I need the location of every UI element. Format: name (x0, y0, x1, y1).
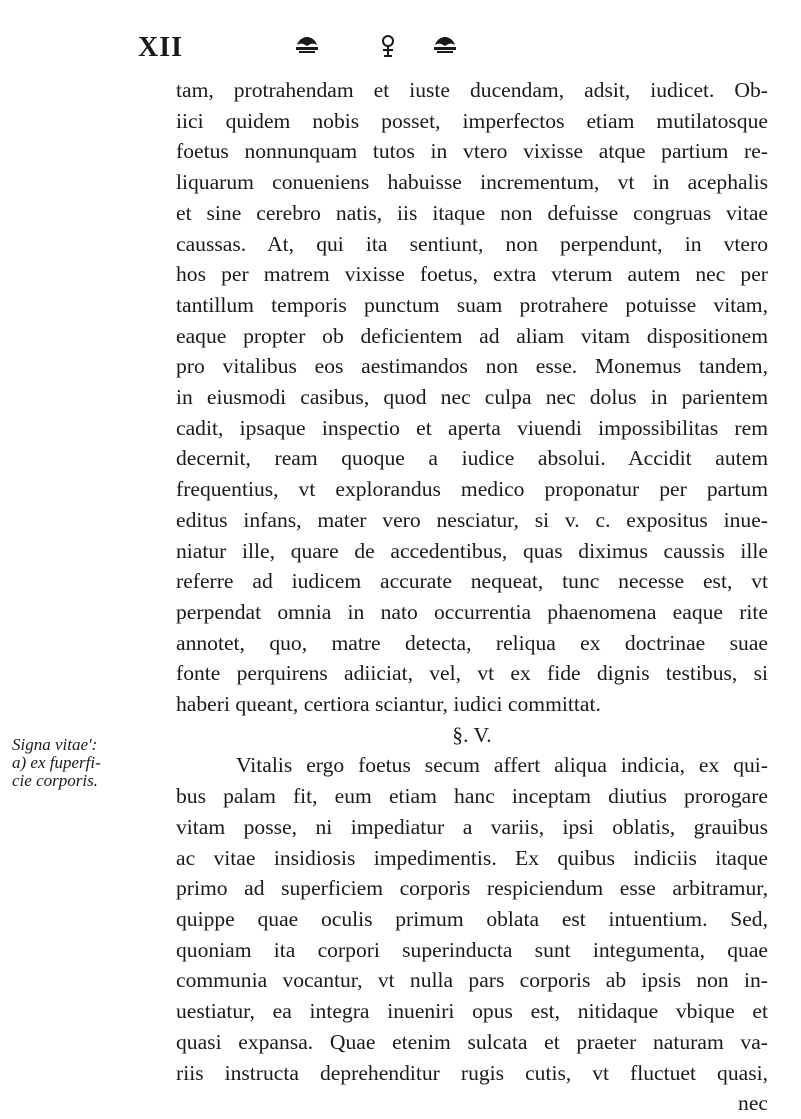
marginal-note (12, 736, 172, 790)
text-line: Vitalis ergo foetus secum affert aliqua indicia, ex qui- (236, 753, 768, 778)
text-line: riis instructa deprehenditur rugis cutis, vt fluctuet quasi, (176, 1060, 768, 1085)
ornament-left-icon (292, 34, 322, 61)
text-line: frequentius, vt explorandus medico proponatur per partum (176, 477, 768, 502)
text-line: haberi queant, certiora sciantur, iudici committat. (176, 692, 601, 717)
text-line: quoniam ita corpori superinducta sunt integumenta, quae (176, 937, 768, 962)
text-line: tam, protrahendam et iuste ducendam, adsit, iudicet. Ob- (176, 78, 768, 102)
marginal-note-line: cie corporis. (12, 771, 98, 790)
text-line: bus palam fit, eum etiam hanc inceptam diutius prorogare (176, 784, 768, 809)
text-line: vitam posse, ni impediatur a variis, ipsi oblatis, grauibus (176, 814, 768, 839)
text-line: eaque propter ob deficientem ad aliam vitam dispositionem (176, 323, 768, 348)
text-line: quippe quae oculis primum oblata est intuentium. Sed, (176, 906, 768, 931)
text-line: primo ad superficiem corporis respiciendum esse arbitramur, (176, 876, 768, 901)
text-line: hos per matrem vixisse foetus, extra vterum autem nec per (176, 262, 768, 287)
marginal-note-line: a) ex fuperfi- (12, 753, 101, 772)
text-line: liquarum conueniens habuisse incrementum, vt in acephalis (176, 170, 768, 195)
text-line: foetus nonnunquam tutos in vtero vixisse atque partium re- (176, 139, 768, 164)
text-line: niatur ille, quare de accedentibus, quas diximus caussis ille (176, 538, 768, 563)
text-line: tantillum temporis punctum suam protrahere potuisse vitam, (176, 292, 768, 317)
text-line: et sine cerebro natis, iis itaque non defuisse congruas vitae (176, 200, 768, 225)
text-line: quasi expansa. Quae etenim sulcata et praeter naturam va- (176, 1029, 768, 1054)
text-line: referre ad iudicem accurate nequeat, tunc necesse est, vt (176, 569, 768, 594)
text-line: editus infans, mater vero nesciatur, si v. c. expositus inue- (176, 507, 768, 532)
catchword: nec (738, 1091, 768, 1116)
text-line: cadit, ipsaque inspectio et aperta viuendi impossibilitas rem (176, 415, 768, 440)
text-line: ac vitae insidiosis impedimentis. Ex quibus indiciis itaque (176, 845, 768, 870)
text-line: communia vocantur, vt nulla pars corporis ab ipsis non in- (176, 968, 768, 993)
text-line: annotet, quo, matre detecta, reliqua ex doctrinae suae (176, 630, 768, 655)
text-line: fonte perquirens adiiciat, vel, vt ex fide dignis testibus, si (176, 661, 768, 686)
main-text (176, 75, 768, 1119)
text-line: in eiusmodi casibus, quod nec culpa nec dolus in parientem (176, 385, 768, 410)
section-heading: §. V. (452, 722, 492, 747)
text-line: uestiatur, ea integra inueniri opus est, nitidaque vbique et (176, 999, 768, 1024)
ornament-right-icon (430, 34, 460, 61)
text-line: perpendat omnia in nato occurrentia phaenomena eaque rite (176, 599, 768, 624)
text-line: iici quidem nobis posset, imperfectos etiam mutilatosque (176, 108, 768, 133)
ornament-center-icon (378, 34, 398, 65)
text-line: pro vitalibus eos aestimandos non esse. Monemus tandem, (176, 354, 768, 379)
page-number: XII (138, 32, 184, 63)
marginal-note-line: Signa vitae': (12, 735, 98, 754)
text-line: caussas. At, qui ita sentiunt, non perpendunt, in vtero (176, 231, 768, 256)
text-line: decernit, ream quoque a iudice absolui. Accidit autem (176, 446, 768, 471)
page-header (0, 12, 801, 62)
